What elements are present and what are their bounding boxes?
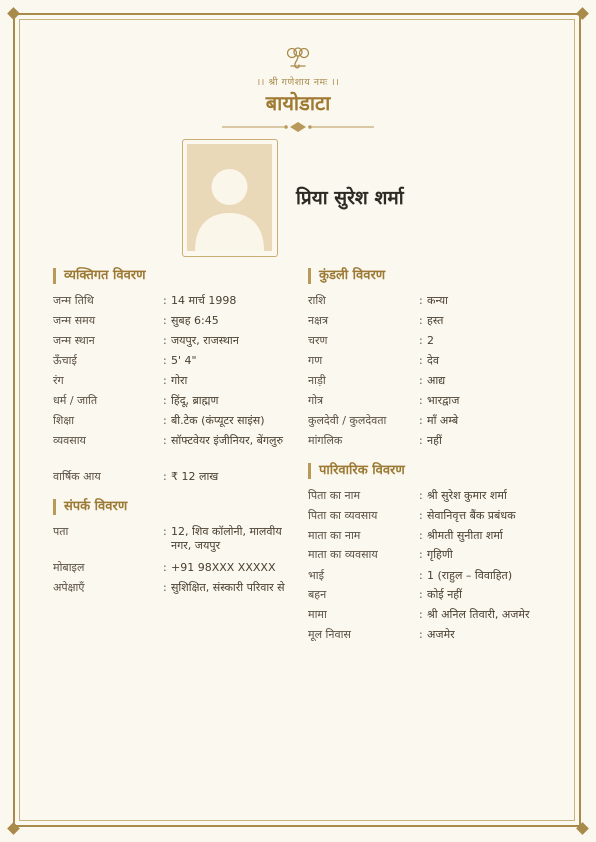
row-label: जन्म समय bbox=[53, 314, 96, 327]
row-separator: : bbox=[419, 394, 423, 407]
row-separator: : bbox=[419, 294, 423, 307]
ganesha-mantra: ।। श्री गणेशाय नमः ।। bbox=[256, 77, 340, 88]
row-separator: : bbox=[163, 334, 167, 347]
row-value: हिंदू, ब्राह्मण bbox=[171, 394, 219, 407]
row-value: 2 bbox=[427, 334, 434, 347]
row-separator: : bbox=[419, 374, 423, 387]
row-separator: : bbox=[419, 509, 423, 522]
row-label: गण bbox=[308, 354, 323, 367]
row-label: मांगलिक bbox=[308, 434, 343, 447]
profile-name: प्रिया सुरेश शर्मा bbox=[296, 187, 404, 209]
row-separator: : bbox=[419, 608, 423, 621]
row-separator: : bbox=[163, 294, 167, 307]
row-separator: : bbox=[419, 548, 423, 561]
row-value: गृहिणी bbox=[427, 548, 453, 561]
row-value: माँ अम्बे bbox=[427, 414, 459, 427]
row-separator: : bbox=[419, 414, 423, 427]
row-separator: : bbox=[419, 334, 423, 347]
row-value: आद्य bbox=[427, 374, 446, 387]
row-separator: : bbox=[163, 314, 167, 327]
row-value: सॉफ्टवेयर इंजीनियर, बेंगलुरु bbox=[171, 434, 284, 447]
row-label: माता का नाम bbox=[308, 529, 361, 542]
row-value: जयपुर, राजस्थान bbox=[171, 334, 239, 347]
row-separator: : bbox=[163, 581, 167, 594]
row-label: पिता का नाम bbox=[308, 489, 361, 502]
row-label: पता bbox=[53, 525, 69, 538]
row-separator: : bbox=[163, 374, 167, 387]
row-separator: : bbox=[163, 470, 167, 483]
row-label: कुलदेवी / कुलदेवता bbox=[308, 414, 387, 427]
profile-photo bbox=[187, 144, 272, 251]
row-value: नहीं bbox=[427, 434, 442, 447]
row-value: कोई नहीं bbox=[427, 588, 462, 601]
row-separator: : bbox=[163, 525, 167, 538]
row-value: 12, शिव कॉलोनी, मालवीय नगर, जयपुर bbox=[171, 525, 282, 552]
row-label: गोत्र bbox=[308, 394, 324, 407]
row-label: माता का व्यवसाय bbox=[308, 548, 378, 561]
row-value: अजमेर bbox=[427, 628, 455, 641]
row-separator: : bbox=[419, 314, 423, 327]
row-value: भारद्वाज bbox=[427, 394, 460, 407]
row-label: शिक्षा bbox=[53, 414, 75, 427]
row-label: राशि bbox=[308, 294, 326, 307]
row-value: श्री सुरेश कुमार शर्मा bbox=[427, 489, 507, 502]
row-label: व्यवसाय bbox=[53, 434, 86, 447]
row-label: रंग bbox=[53, 374, 64, 387]
row-label: अपेक्षाएँ bbox=[53, 581, 85, 594]
section-heading-family: पारिवारिक विवरण bbox=[308, 463, 405, 479]
section-heading-kundali: कुंडली विवरण bbox=[308, 268, 385, 284]
row-value: बी.टेक (कंप्यूटर साइंस) bbox=[171, 414, 265, 427]
section-heading-personal: व्यक्तिगत विवरण bbox=[53, 268, 146, 284]
row-label: भाई bbox=[308, 569, 324, 582]
row-value: श्रीमती सुनीता शर्मा bbox=[427, 529, 503, 542]
row-value: 1 (राहुल – विवाहित) bbox=[427, 569, 513, 582]
document-title: बायोडाटा bbox=[265, 91, 331, 115]
row-value: गोरा bbox=[171, 374, 188, 387]
row-value: सेवानिवृत्त बैंक प्रबंधक bbox=[427, 509, 516, 522]
row-value: हस्त bbox=[427, 314, 444, 327]
row-label: मामा bbox=[308, 608, 327, 621]
row-label: मूल निवास bbox=[308, 628, 351, 641]
title-divider-ornament bbox=[222, 121, 374, 133]
row-value: 14 मार्च 1998 bbox=[171, 294, 237, 307]
row-value: सुबह 6:45 bbox=[171, 314, 219, 327]
row-separator: : bbox=[163, 354, 167, 367]
row-separator: : bbox=[419, 529, 423, 542]
row-label: पिता का व्यवसाय bbox=[308, 509, 378, 522]
row-separator: : bbox=[419, 354, 423, 367]
row-label: वार्षिक आय bbox=[53, 470, 101, 483]
row-value: ₹ 12 लाख bbox=[171, 470, 219, 483]
row-separator: : bbox=[419, 628, 423, 641]
row-separator: : bbox=[163, 394, 167, 407]
row-separator: : bbox=[419, 434, 423, 447]
row-label: नाड़ी bbox=[308, 374, 326, 387]
avatar-placeholder-icon bbox=[187, 144, 272, 251]
row-label: बहन bbox=[308, 588, 327, 601]
row-separator: : bbox=[419, 588, 423, 601]
row-label: जन्म तिथि bbox=[53, 294, 94, 307]
row-label: ऊँचाई bbox=[53, 354, 77, 367]
row-value: 5' 4" bbox=[171, 354, 197, 367]
row-value: देव bbox=[427, 354, 439, 367]
row-value: सुशिक्षित, संस्कारी परिवार से bbox=[171, 581, 285, 594]
row-label: धर्म / जाति bbox=[53, 394, 98, 407]
row-separator: : bbox=[163, 414, 167, 427]
row-separator: : bbox=[419, 569, 423, 582]
row-separator: : bbox=[163, 561, 167, 574]
row-label: मोबाइल bbox=[53, 561, 85, 574]
row-separator: : bbox=[163, 434, 167, 447]
row-label: नक्षत्र bbox=[308, 314, 329, 327]
photo-frame bbox=[182, 139, 278, 257]
section-heading-contact: संपर्क विवरण bbox=[53, 499, 127, 515]
row-value: कन्या bbox=[427, 294, 448, 307]
row-separator: : bbox=[419, 489, 423, 502]
ganesha-emblem-icon bbox=[284, 44, 312, 70]
row-label: जन्म स्थान bbox=[53, 334, 95, 347]
row-value: श्री अनिल तिवारी, अजमेर bbox=[427, 608, 530, 621]
row-value: +91 98XXX XXXXX bbox=[171, 561, 276, 574]
row-label: चरण bbox=[308, 334, 328, 347]
